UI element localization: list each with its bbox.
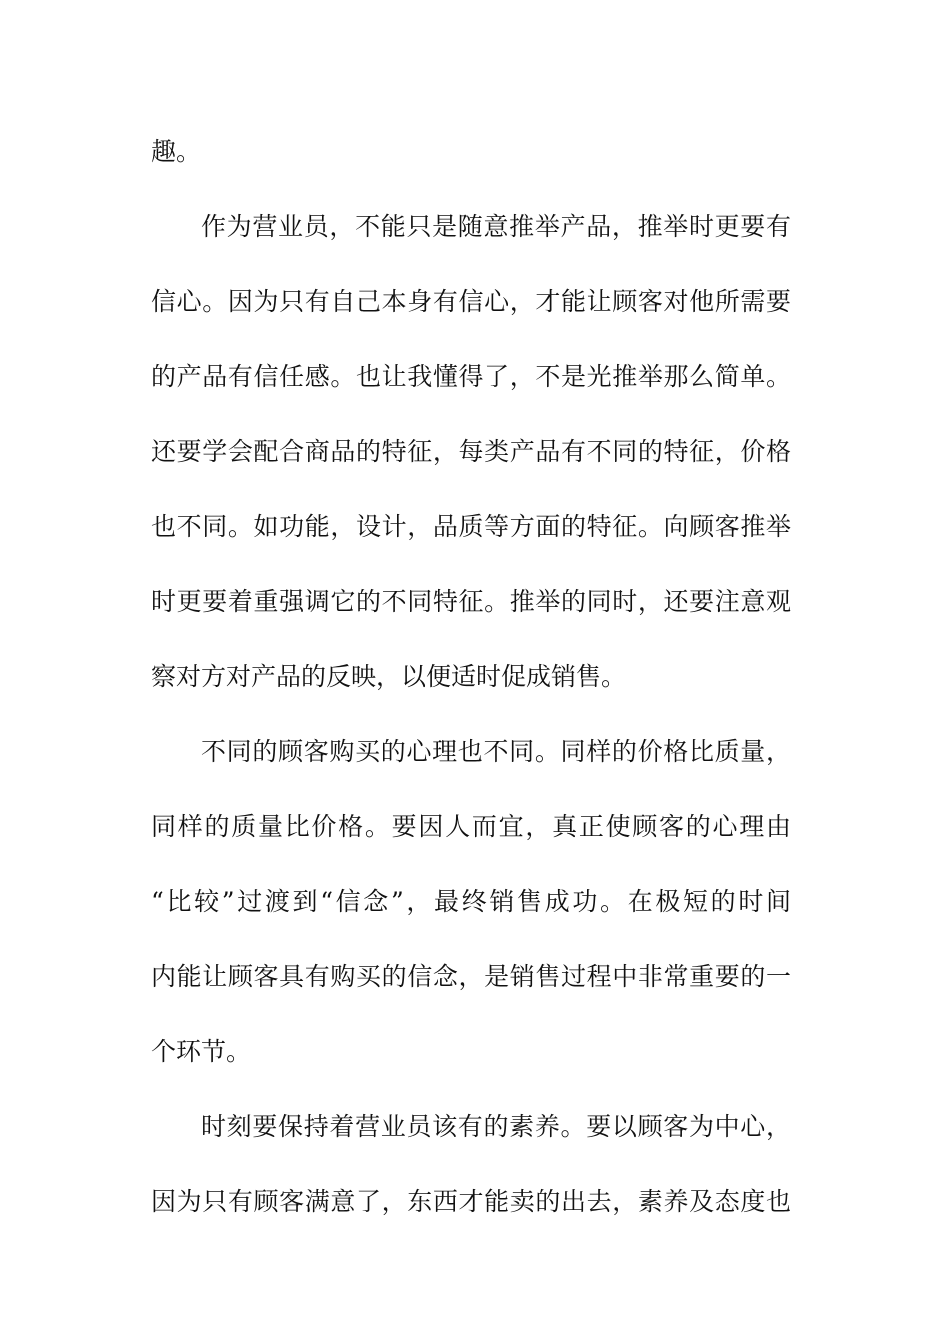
text-line: 察对方对产品的反映，以便适时促成销售。 xyxy=(151,662,627,691)
paragraph-first-line: 不同的顾客购买的心理也不同。同样的价格比质量， xyxy=(201,737,791,766)
text-line: 还要学会配合商品的特征，每类产品有不同的特征，价格 xyxy=(151,437,791,466)
text-line: 个环节。 xyxy=(151,1037,252,1066)
paragraph-first-line: 作为营业员，不能只是随意推举产品，推举时更要有 xyxy=(201,212,791,241)
text-line: 也不同。如功能，设计，品质等方面的特征。向顾客推举 xyxy=(151,512,791,541)
text-line: “比较”过渡到“信念”，最终销售成功。在极短的时间 xyxy=(151,887,791,916)
text-line: 的产品有信任感。也让我懂得了，不是光推举那么简单。 xyxy=(151,362,791,391)
text-line: 时更要着重强调它的不同特征。推举的同时，还要注意观 xyxy=(151,587,791,616)
paragraph-first-line: 时刻要保持着营业员该有的素养。要以顾客为中心， xyxy=(201,1112,791,1141)
text-line: 信心。因为只有自己本身有信心，才能让顾客对他所需要 xyxy=(151,287,791,316)
text-line: 同样的质量比价格。要因人而宜，真正使顾客的心理由 xyxy=(151,812,791,841)
text-line: 内能让顾客具有购买的信念，是销售过程中非常重要的一 xyxy=(151,962,791,991)
text-line: 趣。 xyxy=(151,137,202,166)
document-body xyxy=(151,114,791,1239)
text-line: 因为只有顾客满意了，东西才能卖的出去，素养及态度也 xyxy=(151,1187,791,1216)
